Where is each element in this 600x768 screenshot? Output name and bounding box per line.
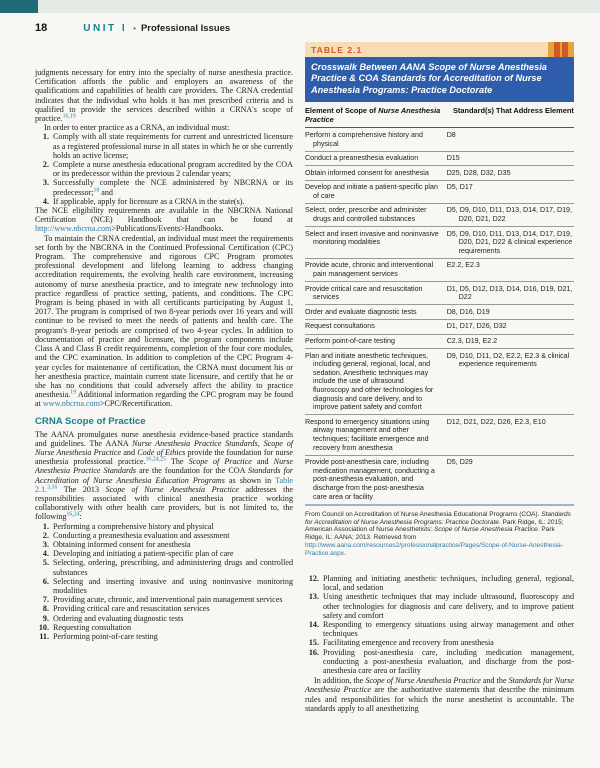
reference-superscript: 18 <box>93 186 100 193</box>
list-item <box>35 549 293 558</box>
standards-cell: D8, D16, D19 <box>446 307 490 316</box>
table-label-bar <box>305 42 574 57</box>
right-column <box>305 42 574 713</box>
table-row <box>305 128 574 150</box>
table-row <box>305 414 574 454</box>
list-item-text: Planning and initiating anesthetic techniques, including general, regional, local, and sedation <box>323 574 574 593</box>
content-columns <box>35 42 574 713</box>
gold-stripe <box>568 42 574 57</box>
list-item <box>35 522 293 531</box>
scope-list-1-11 <box>35 522 293 642</box>
reference-superscript: 16,24 <box>66 511 80 518</box>
list-item <box>35 540 293 549</box>
element-cell: Obtain informed consent for anesthesia <box>305 168 429 177</box>
list-item <box>35 623 293 632</box>
paragraph-entry-intro: In order to enter practice as a CRNA, an individual must: <box>44 123 230 133</box>
element-cell: Select, order, prescribe and administer drugs and controlled substances <box>305 206 427 224</box>
element-cell: Select and insert invasive and noninvasive monitoring modalities <box>305 229 439 247</box>
element-cell: Respond to emergency situations using airway management and other techniques; facilitate emergence and recovery from anesthesia <box>305 417 430 452</box>
standards-cell: D15 <box>446 154 460 163</box>
list-item-text: Responding to emergency situations using airway management and other techniques <box>323 620 574 639</box>
list-item-number: 5. <box>42 558 49 568</box>
table-row <box>305 203 574 226</box>
list-item-number: 10. <box>38 622 49 632</box>
standards-cell: C2.3, D19, E2.2 <box>446 337 498 345</box>
standards-cell: D5, D9, D10, D11, D13, D14, D17, D19, D20, D21, D22 & clinical experience requirements <box>446 229 573 255</box>
table-body <box>305 128 574 505</box>
paragraph-certification: judgments necessary for entry into the specialty of nurse anesthesia practice. Certification affords the public and employers an awareness of the qualifications and capabilities of health care providers. The CRNA credential indicates that the individual who holds it has met prescribed criteria and is qualified to provide the services described within a CRNA's scope of practice.$^{16,19}$ <box>35 68 293 124</box>
list-item-text: Developing and initiating a patient-specific plan of care <box>53 549 234 559</box>
list-item <box>35 132 293 160</box>
list-item-number: 2. <box>42 530 49 540</box>
list-item-text: Requesting consultation <box>53 622 132 632</box>
table-source-note: From Council on Accreditation of Nurse Anesthesia Educational Programs (COA). Standards for Accreditation of Nurse Anesthesia Programs: Practice Doctorate. Park Ridge, IL: 2015; American Association of Nurse Anesthetists: Scope of Nurse Anesthesia Practice. Park Ridge, IL: AANA; 2013. Retrieved from http://www.aana.com/resources2/professionalpractice/Pages/Scope-of-Nurse-Anesthesia-Practice.aspx. <box>305 510 571 558</box>
list-item-number: 11. <box>39 631 49 641</box>
standards-cell: D25, D28, D32, D35 <box>446 168 511 177</box>
unit-label: UNIT I <box>83 23 128 34</box>
list-item-text: Providing critical care and resuscitation services <box>53 604 210 614</box>
element-cell: Develop and initiate a patient-specific plan of care <box>305 183 438 200</box>
list-item-text: Providing acute, chronic, and interventional pain management services <box>53 595 283 605</box>
list-item <box>35 531 293 540</box>
left-column <box>35 42 293 713</box>
element-cell: Provide acute, chronic and interventional pain management services <box>305 261 434 279</box>
reference-superscript: 19 <box>70 389 77 396</box>
element-cell: Provide critical care and resuscitation services <box>305 284 423 302</box>
standards-cell: D5, D9, D10, D11, D13, D14, D17, D19, D20, D21, D22 <box>446 206 572 224</box>
list-item-number: 7. <box>42 595 49 605</box>
list-item-number: 15. <box>308 638 319 648</box>
corner-block <box>0 0 38 13</box>
table-row <box>305 165 574 180</box>
table-title: Crosswalk Between AANA Scope of Nurse Anesthesia Practice & COA Standards for Accreditation of Nurse Anesthesia Programs: Practice Doctorate <box>305 57 574 102</box>
list-item-number: 6. <box>42 576 49 586</box>
table-row <box>305 348 574 414</box>
table-row <box>305 226 574 258</box>
standards-cell: D9, D10, D11, D2, E2.2, E2.3 & clinical experience requirements <box>446 351 570 369</box>
list-item-number: 3. <box>42 539 49 549</box>
list-item-number: 9. <box>42 613 49 623</box>
entry-requirements-list <box>35 132 293 206</box>
table-row <box>305 455 574 504</box>
element-cell: Perform a comprehensive history and physical <box>305 130 423 148</box>
paragraph-closing: In addition, the Scope of Nurse Anesthesia Practice and the Standards for Nurse Anesthesia Practice are the authoritative statements that describe the minimum rules and responsibilities for which the nurse anesthetist is accountable. The standards apply to all anesthetizing <box>305 676 575 713</box>
list-item <box>35 614 293 623</box>
list-item-text: Selecting and inserting invasive and using noninvasive monitoring modalities <box>53 576 293 595</box>
reference-superscript: 16,24,25 <box>145 456 166 463</box>
standards-cell: E2.2, E2.3 <box>446 261 480 270</box>
list-item <box>305 648 574 676</box>
section-title: Professional Issues <box>140 23 231 34</box>
table-header-row <box>305 102 574 128</box>
standards-cell: D1, D17, D26, D32 <box>446 322 507 331</box>
element-cell: Perform point-of-care testing <box>305 337 395 345</box>
reference-superscript: 3,16 <box>47 484 58 491</box>
reference-superscript: 16,19 <box>62 113 76 120</box>
list-item-number: 1. <box>42 521 49 531</box>
table-row <box>305 319 574 334</box>
element-cell: Conduct a preanesthesia evaluation <box>305 154 419 163</box>
list-item-number: 16. <box>308 647 319 657</box>
table-row <box>305 151 574 166</box>
list-item-number: 13. <box>308 592 319 602</box>
table-label: TABLE 2.1 <box>311 44 363 55</box>
link[interactable]: www.nbcrna.com <box>42 399 100 409</box>
table-column-header-standards: Standard(s) That Address Element <box>452 106 574 116</box>
list-item <box>305 574 574 592</box>
list-item-text: Facilitating emergence and recovery from anesthesia <box>323 638 494 648</box>
list-item-number: 1. <box>42 132 49 142</box>
table-row <box>305 281 574 304</box>
list-item-text: If applicable, apply for licensure as a CRNA in the state(s). <box>53 196 245 206</box>
list-item-text: Conducting a preanesthesia evaluation and assessment <box>53 530 230 540</box>
table-row <box>305 334 574 349</box>
list-item-text: Performing a comprehensive history and physical <box>53 521 214 531</box>
list-item <box>35 595 293 604</box>
list-item-number: 14. <box>308 620 319 630</box>
page-header <box>35 22 600 34</box>
standards-cell: D5, D17 <box>446 183 473 192</box>
table-2-1 <box>305 42 574 558</box>
list-item-number: 4. <box>42 196 49 206</box>
list-item-text: Providing post-anesthesia care, including medication management, conducting a post-anesthesia evaluation, and discharge from the post-anesthesia care area or facility <box>323 647 574 676</box>
list-item-text: Ordering and evaluating diagnostic tests <box>53 613 184 623</box>
element-cell: Request consultations <box>305 322 375 331</box>
table-row <box>305 258 574 281</box>
table-label-decoration <box>548 42 574 57</box>
list-item-text: Selecting, ordering, prescribing, and administering drugs and controlled substances <box>53 558 293 577</box>
list-item <box>35 197 293 206</box>
list-item <box>35 604 293 613</box>
table-row <box>305 180 574 203</box>
list-item <box>35 577 293 595</box>
list-item-text: Successfully complete the NCE administered by NBCRNA or its predecessor;$^{18}$ and <box>53 178 293 197</box>
list-item <box>305 592 574 620</box>
standards-cell: D12, D21, D22, D26, E2.3, E10 <box>446 417 546 426</box>
list-item-text: Using anesthetic techniques that may include ultrasound, fluoroscopy and other technologies for diagnosis and care delivery, and to improve patient safety and comfort <box>323 592 574 620</box>
link[interactable]: http://www.nbcrna.com <box>35 224 112 234</box>
standards-cell: D1, D5, D12, D13, D14, D16, D19, D21, D22 <box>446 284 573 302</box>
list-item-text: Comply with all state requirements for current and unrestricted licensure as a registered professional nurse in all states in which he or she currently holds an active license; <box>53 132 293 160</box>
top-band <box>0 0 600 13</box>
header-bullet-icon: • <box>133 24 136 33</box>
paragraph-scope: The AANA promulgates nurse anesthesia evidence-based practice standards and guidelines. The AANA Nurse Anesthesia Practice Standards, Scope of Nurse Anesthesia Practice and Code of Ethics provide the foundation for nurse anesthesia professional practice.$^{16,24,25}$ The Scope of Practice and Nurse Anesthesia Practice Standards are the foundation for the COA Standards for Accreditation of Nurse Anesthesia Education Programs as shown in Table 2.1.$^{3,16}$ The 2013 Scope of Nurse Anesthesia Practice addresses the responsibilities associated with clinical anesthesia practice working collaboratively with other health care providers, but is not limited to, the following$^{16,24}$: <box>35 429 294 522</box>
list-item <box>35 160 293 178</box>
link[interactable]: Table 2.1. <box>35 475 293 494</box>
list-item-number: 3. <box>42 178 49 188</box>
list-item <box>35 632 293 641</box>
list-item-text: Performing point-of-care testing <box>53 631 158 641</box>
table-row <box>305 304 574 319</box>
list-item-number: 12. <box>308 574 319 584</box>
link[interactable]: http://www.aana.com/resources2/professionalpractice/Pages/Scope-of-Nurse-Anesthesia-Practice.aspx <box>305 542 563 558</box>
table-column-header-element: Element of Scope of Nurse Anesthesia Practice <box>305 106 441 124</box>
list-item <box>35 178 293 196</box>
paragraph-nce-handbook: The NCE eligibility requirements are available in the NBCRNA National Certification (NCE) Handbook that can be found at http://www.nbcrna.com>Publications/Events>Handbooks. <box>35 206 293 234</box>
list-item <box>305 620 574 638</box>
element-cell: Order and evaluate diagnostic tests <box>305 307 417 316</box>
list-item-number: 4. <box>42 549 49 559</box>
list-item-text: Obtaining informed consent for anesthesia <box>53 539 191 549</box>
standards-cell: D8 <box>446 130 456 139</box>
list-item <box>35 558 293 576</box>
list-item-number: 8. <box>42 604 49 614</box>
crna-scope-heading: CRNA Scope of Practice <box>35 415 146 427</box>
list-item-number: 2. <box>42 160 49 170</box>
standards-cell: D5, D29 <box>446 458 473 467</box>
page-number: 18 <box>35 22 48 34</box>
list-item <box>305 638 574 647</box>
element-cell: Plan and initiate anesthetic techniques, including general, regional, local, and sedation. Anesthetic techniques may include the use of ultrasound fluoroscopy and other technologies for diagnosis and care delivery, and to improve patient safety and comfort <box>305 351 434 412</box>
list-item-text: Complete a nurse anesthesia educational program accredited by the COA or its predecessor within the previous 2 calendar years; <box>53 160 293 179</box>
scope-list-12-16 <box>305 574 574 675</box>
element-cell: Provide post-anesthesia care, including medication management, conducting a post-anesthesia evaluation, and discharge from the post-anesthesia care area or facility <box>305 458 435 501</box>
paragraph-cpc-program: To maintain the CRNA credential, an individual must meet the requirements set forth by the NBCRNA in the Continued Professional Certification (CPC) Program. The comprehensive and rigorous CPC Program promotes professional development and lifelong learning to address changing accreditation requirements, the evolving health care environment, increasing autonomy of nurse anesthesia practice, and to integrate new technology into practice regardless of practice setting, patients, and conditions. The CPC Program is being phased in with all certificants participating by August 1, 2017. The program is comprised of two 8-year periods over 16 years and will continue to be revised to meet the needs of patients and health care. The program's 8-year periods are comprised of two 4-year cycles. In addition to documentation of practice and licensure, the program components include Class A and Class B credit requirements, completion of the four core modules, and the CPC examination. In addition to completion of the CPC Program 4-year cycles for maintenance of certification, the CRNA must document his or her anesthesia practice, maintain current state licensure, and certify that he or she has no conditions that could adversely affect the ability to practice anesthesia.$^{19}$ Additional information regarding the CPC program may be found at www.nbcrna.com>CPC/Recertification. <box>35 233 293 409</box>
